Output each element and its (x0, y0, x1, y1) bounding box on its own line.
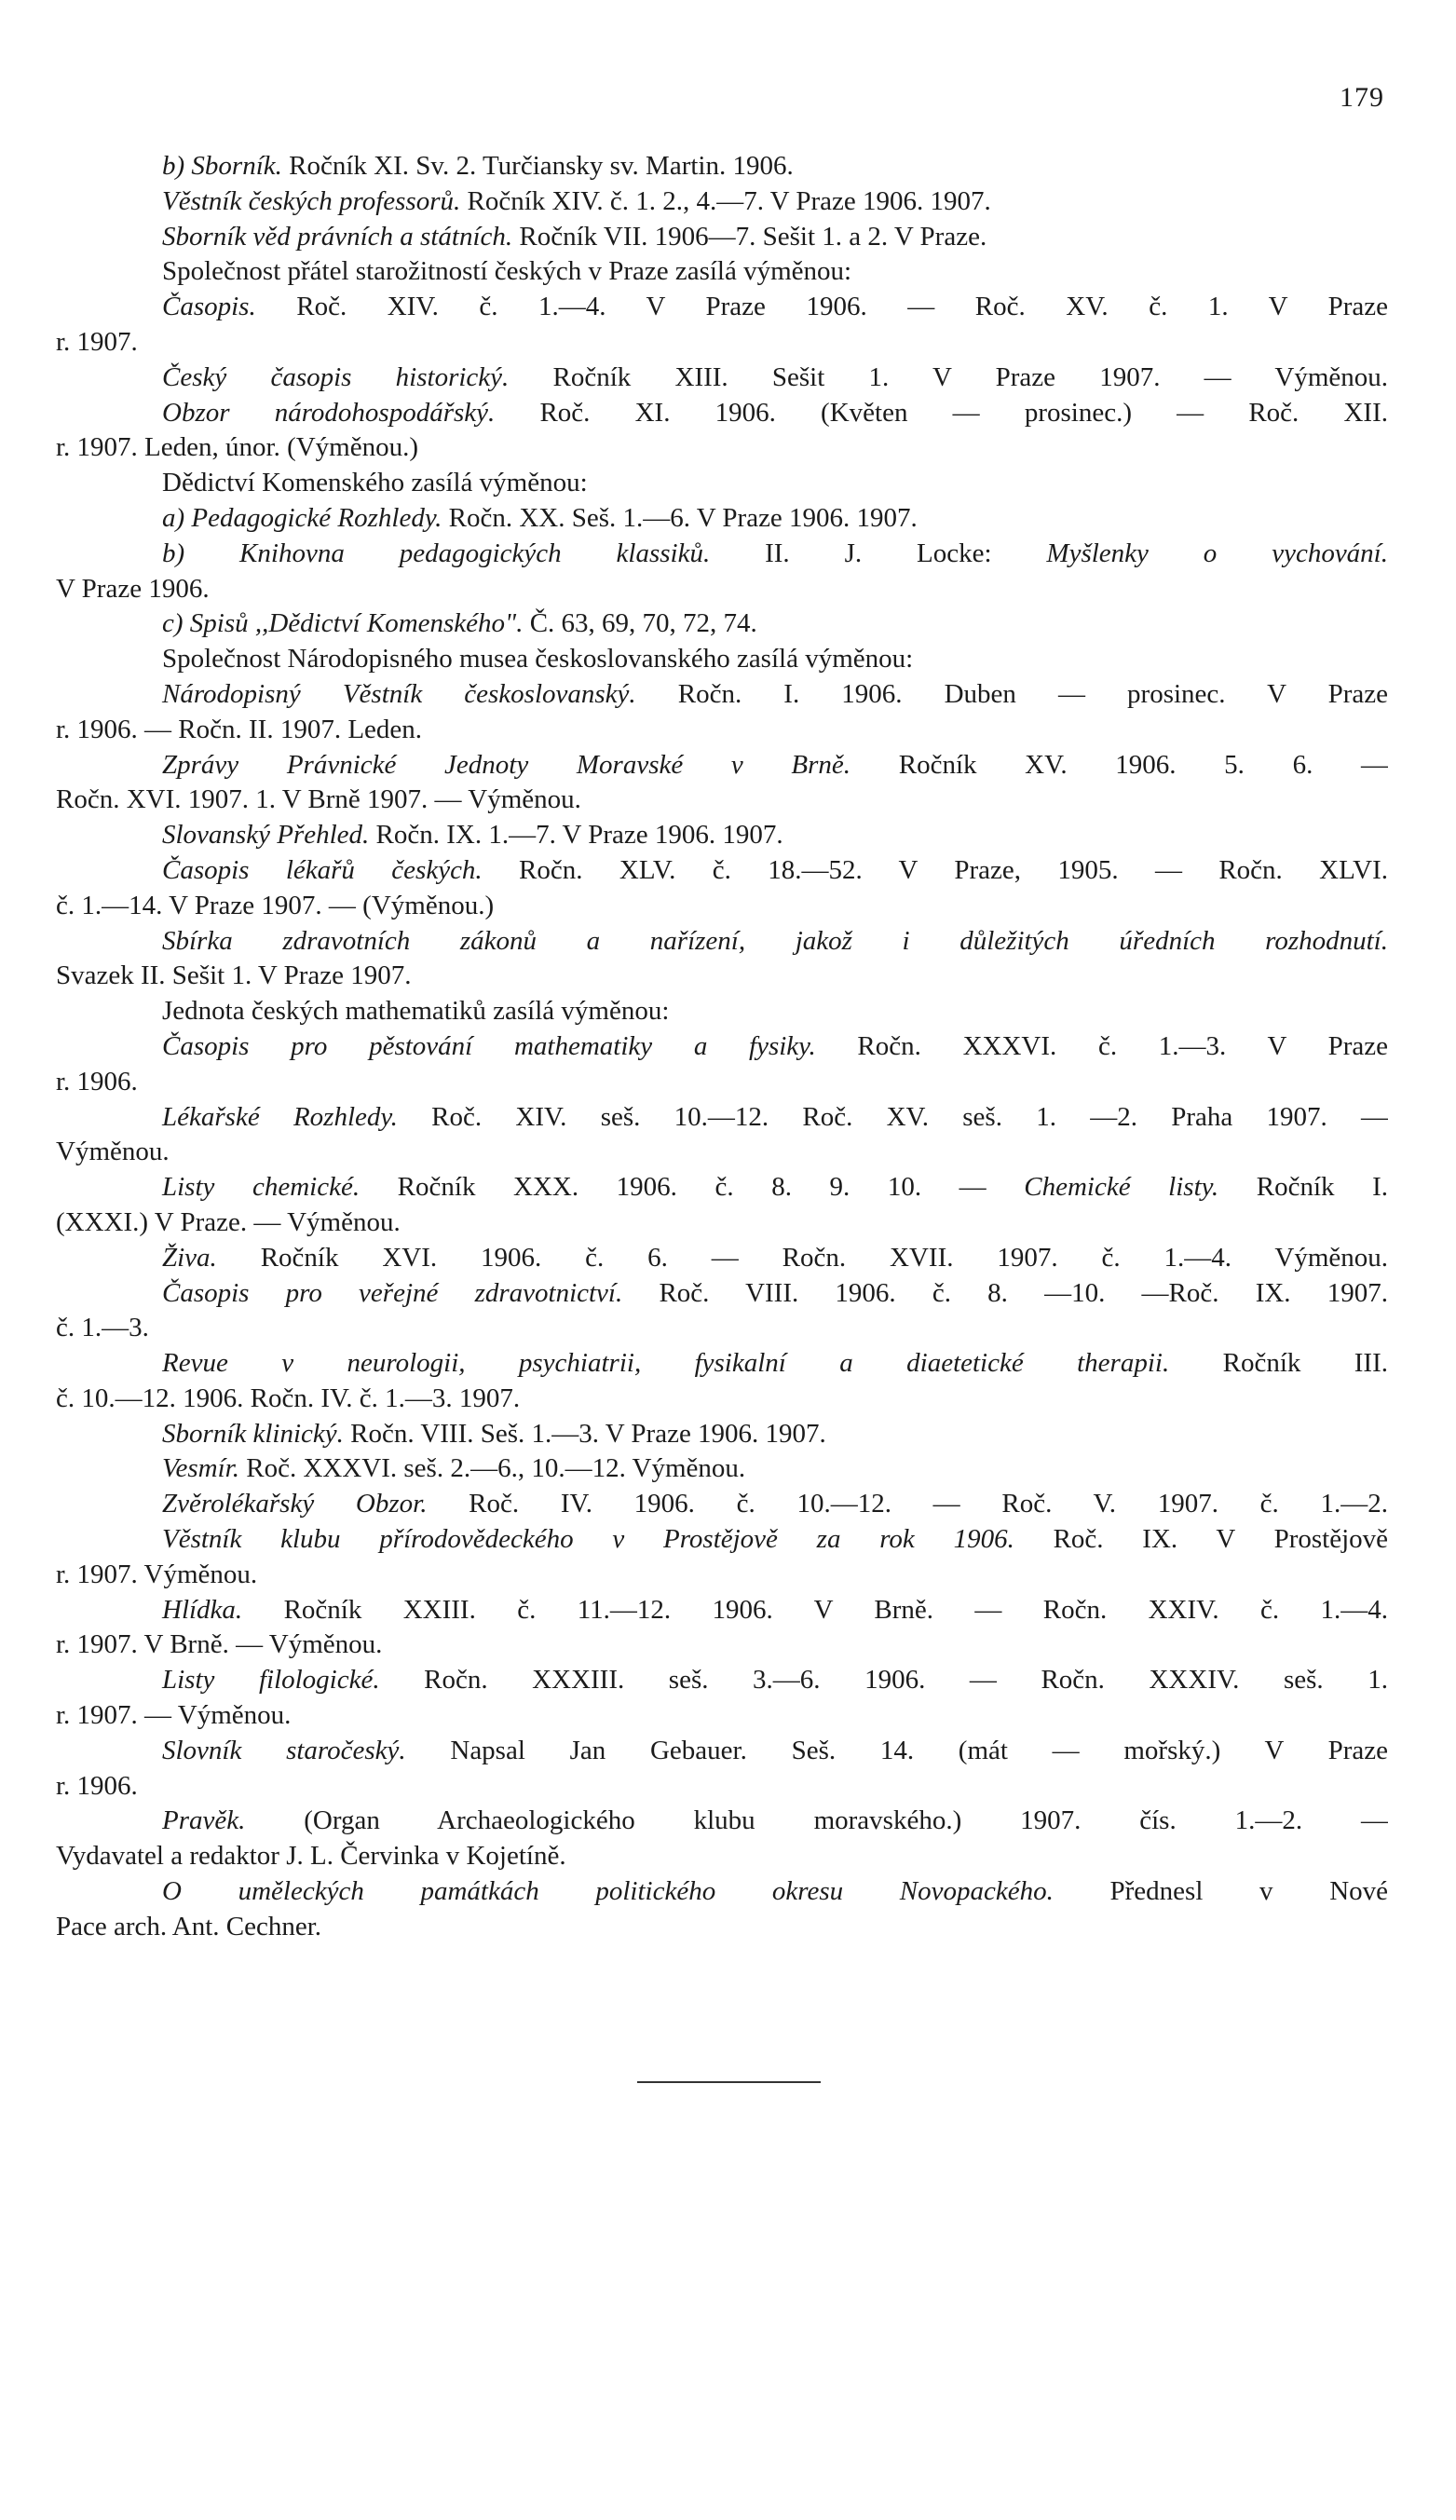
title-text: Slovanský Přehled. (162, 820, 370, 851)
text-line (56, 220, 1388, 255)
text-line (56, 1346, 1388, 1382)
body-text: Roč. XXXVI. seš. 2.—6., 10.—12. Výměnou. (238, 1453, 746, 1484)
title-text: Hlídka. (162, 1594, 243, 1625)
body-text: Ročn. XXXVI. č. 1.—3. V Praze (815, 1030, 1388, 1061)
text-line (56, 1206, 1388, 1241)
text-line (56, 677, 1388, 713)
page-number: 179 (1340, 82, 1384, 113)
body-text: č. 1.—3. (56, 1313, 149, 1343)
body-text: Ročník I. (1218, 1172, 1388, 1203)
body-text: Roč. IX. V Prostějově (1014, 1524, 1388, 1555)
text-line (56, 1487, 1388, 1522)
text-line (56, 466, 1388, 501)
body-text: Ročník XI. Sv. 2. Turčiansky sv. Martin. 1906. (281, 151, 794, 181)
title-text: Zprávy Právnické Jednoty Moravské v Brně. (162, 749, 851, 780)
body-text: Jednota českých mathematiků zasílá výměnou: (162, 996, 670, 1027)
title-text: Slovník staročeský. (162, 1735, 406, 1765)
text-line (56, 396, 1388, 431)
title-text: Myšlenky o vychování. (1046, 538, 1388, 568)
title-text: b) Knihovna pedagogických klassiků. (162, 538, 711, 568)
body-text: Ročn. VIII. Seš. 1.—3. V Praze 1906. 1907. (343, 1418, 826, 1449)
text-line (56, 924, 1388, 960)
title-text: Národopisný Věstník českoslovanský. (162, 678, 636, 709)
title-text: Časopis. (162, 292, 256, 322)
text-line (56, 184, 1388, 220)
text-line (56, 783, 1388, 818)
text-line (56, 1382, 1388, 1417)
body-text: r. 1907. — Výměnou. (56, 1700, 292, 1731)
body-text: r. 1906. (56, 1770, 138, 1801)
text-line (56, 537, 1388, 572)
text-line (56, 1276, 1388, 1312)
closing-rule (637, 2081, 821, 2083)
body-text: Ročník XIV. č. 1. 2., 4.—7. V Praze 1906. 1907. (460, 185, 991, 216)
body-text: II. J. Locke: (710, 538, 1047, 568)
body-text: Ročn. I. 1906. Duben — prosinec. V Praze (635, 678, 1388, 709)
title-text: Věstník českých professorů. (162, 185, 461, 216)
body-text: Ročník VII. 1906—7. Sešit 1. a 2. V Praze. (512, 221, 987, 252)
title-text: Listy chemické. (162, 1172, 361, 1203)
text-line (56, 713, 1388, 748)
text-line (56, 1839, 1388, 1874)
title-text: c) Spisů ,,Dědictví Komenského". (162, 608, 524, 639)
title-text: Časopis pro pěstování mathematiky a fysiky. (162, 1030, 816, 1061)
title-text: Zvěrolékařský Obzor. (162, 1489, 428, 1519)
title-text: Časopis pro veřejné zdravotnictví. (162, 1277, 623, 1308)
text-line (56, 1100, 1388, 1136)
text-line (56, 959, 1388, 994)
text-line (56, 642, 1388, 677)
text-line (56, 1804, 1388, 1839)
body-text: r. 1907. Leden, únor. (Výměnou.) (56, 432, 419, 463)
text-line (56, 1874, 1388, 1910)
text-line (56, 1558, 1388, 1593)
title-text: Chemické listy. (1024, 1172, 1219, 1203)
title-text: Časopis lékařů českých. (162, 854, 483, 885)
text-line (56, 1910, 1388, 1945)
title-text: Lékařské Rozhledy. (162, 1101, 398, 1132)
body-text: Ročn. XVI. 1907. 1. V Brně 1907. — Výměnou. (56, 784, 581, 815)
body-text: Ročn. XXXIII. seš. 3.—6. 1906. — Ročn. XXXIV. seš. 1. (379, 1665, 1388, 1696)
body-text: Ročník XXX. 1906. č. 8. 9. 10. — (360, 1172, 1025, 1203)
text-line (56, 818, 1388, 853)
body-text: r. 1906. (56, 1066, 138, 1097)
body-text: Vydavatel a redaktor J. L. Červinka v Kojetíně. (56, 1841, 566, 1872)
text-line (56, 1769, 1388, 1805)
page-body (56, 149, 1388, 1945)
body-text: č. 10.—12. 1906. Ročn. IV. č. 1.—3. 1907. (56, 1383, 521, 1413)
title-text: Sborník věd právních a státních. (162, 221, 513, 252)
text-line (56, 748, 1388, 783)
text-line (56, 325, 1388, 361)
title-text: Pravěk. (162, 1805, 246, 1836)
body-text: Ročník XV. 1906. 5. 6. — (850, 749, 1388, 780)
title-text: Věstník klubu přírodovědeckého v Prostějově za rok 1906. (162, 1524, 1014, 1555)
text-line (56, 853, 1388, 889)
text-line (56, 1628, 1388, 1663)
title-text: Listy filologické. (162, 1665, 380, 1696)
title-text: Revue v neurologii, psychiatrii, fysikalní a diaetetické therapii. (162, 1348, 1170, 1379)
title-text: Obzor národohospodářský. (162, 397, 496, 428)
text-line (56, 1734, 1388, 1769)
text-line (56, 1698, 1388, 1734)
text-line (56, 501, 1388, 537)
text-line (56, 290, 1388, 325)
text-line (56, 572, 1388, 607)
text-line (56, 1451, 1388, 1487)
body-text: Pace arch. Ant. Cechner. (56, 1911, 322, 1941)
body-text: Roč. XIV. č. 1.—4. V Praze 1906. — Roč. XV. č. 1. V Praze (255, 292, 1388, 322)
body-text: Roč. XIV. seš. 10.—12. Roč. XV. seš. 1. —2. Praha 1907. — (397, 1101, 1388, 1132)
body-text: r. 1907. (56, 326, 138, 357)
body-text: č. 1.—14. V Praze 1907. — (Výměnou.) (56, 890, 495, 920)
text-line (56, 1065, 1388, 1100)
title-text: Živa. (162, 1242, 217, 1273)
text-line (56, 889, 1388, 924)
text-line (56, 1135, 1388, 1170)
body-text: Č. 63, 69, 70, 72, 74. (523, 608, 757, 639)
text-line (56, 430, 1388, 466)
text-line (56, 606, 1388, 642)
text-line (56, 1417, 1388, 1452)
title-text: Sbírka zdravotních zákonů a nařízení, jakož i důležitých úředních rozhodnutí. (162, 925, 1388, 956)
body-text: Ročn. XX. Seš. 1.—6. V Praze 1906. 1907. (442, 502, 918, 533)
body-text: Ročník III. (1169, 1348, 1388, 1379)
body-text: (XXXI.) V Praze. — Výměnou. (56, 1206, 401, 1237)
body-text: Společnost Národopisného musea českoslovanského zasílá výměnou: (162, 644, 914, 674)
body-text: Napsal Jan Gebauer. Seš. 14. (mát — mořský.) V Praze (405, 1735, 1388, 1765)
body-text: Roč. IV. 1906. č. 10.—12. — Roč. V. 1907. č. 1.—2. (427, 1489, 1388, 1519)
text-line (56, 149, 1388, 184)
body-text: Ročník XVI. 1906. č. 6. — Ročn. XVII. 1907. č. 1.—4. Výměnou. (216, 1242, 1388, 1273)
body-text: Ročník XXIII. č. 11.—12. 1906. V Brně. — Ročn. XXIV. č. 1.—4. (242, 1594, 1388, 1625)
body-text: Ročn. IX. 1.—7. V Praze 1906. 1907. (369, 820, 783, 851)
text-line (56, 361, 1388, 396)
title-text: Vesmír. (162, 1453, 239, 1484)
title-text: O uměleckých památkách politického okresu Novopackého. (162, 1876, 1054, 1907)
text-line (56, 254, 1388, 290)
body-text: Ročník XIII. Sešit 1. V Praze 1907. — Výměnou. (509, 361, 1388, 392)
text-line (56, 1029, 1388, 1065)
body-text: Přednesl v Nové (1053, 1876, 1388, 1907)
body-text: r. 1907. Výměnou. (56, 1559, 258, 1589)
text-line (56, 1522, 1388, 1558)
title-text: Sborník klinický. (162, 1418, 344, 1449)
text-line (56, 1170, 1388, 1206)
body-text: Výměnou. (56, 1137, 170, 1167)
text-line (56, 1311, 1388, 1346)
body-text: Roč. XI. 1906. (Květen — prosinec.) — Roč. XII. (495, 397, 1388, 428)
body-text: r. 1906. — Ročn. II. 1907. Leden. (56, 714, 423, 744)
body-text: Svazek II. Sešit 1. V Praze 1907. (56, 960, 412, 991)
text-line (56, 1663, 1388, 1698)
text-line (56, 1593, 1388, 1628)
body-text: Dědictví Komenského zasílá výměnou: (162, 468, 588, 498)
body-text: Ročn. XLV. č. 18.—52. V Praze, 1905. — Ročn. XLVI. (482, 854, 1388, 885)
body-text: r. 1907. V Brně. — Výměnou. (56, 1629, 383, 1660)
title-text: a) Pedagogické Rozhledy. (162, 502, 442, 533)
body-text: Roč. VIII. 1906. č. 8. —10. —Roč. IX. 1907. (622, 1277, 1388, 1308)
text-line (56, 994, 1388, 1029)
body-text: (Organ Archaeologického klubu moravského.) 1907. čís. 1.—2. — (245, 1805, 1388, 1836)
body-text: Společnost přátel starožitností českých v Praze zasílá výměnou: (162, 256, 852, 287)
title-text: Český časopis historický. (162, 361, 510, 392)
body-text: V Praze 1906. (56, 573, 210, 604)
title-text: b) Sborník. (162, 151, 282, 181)
text-line (56, 1241, 1388, 1276)
